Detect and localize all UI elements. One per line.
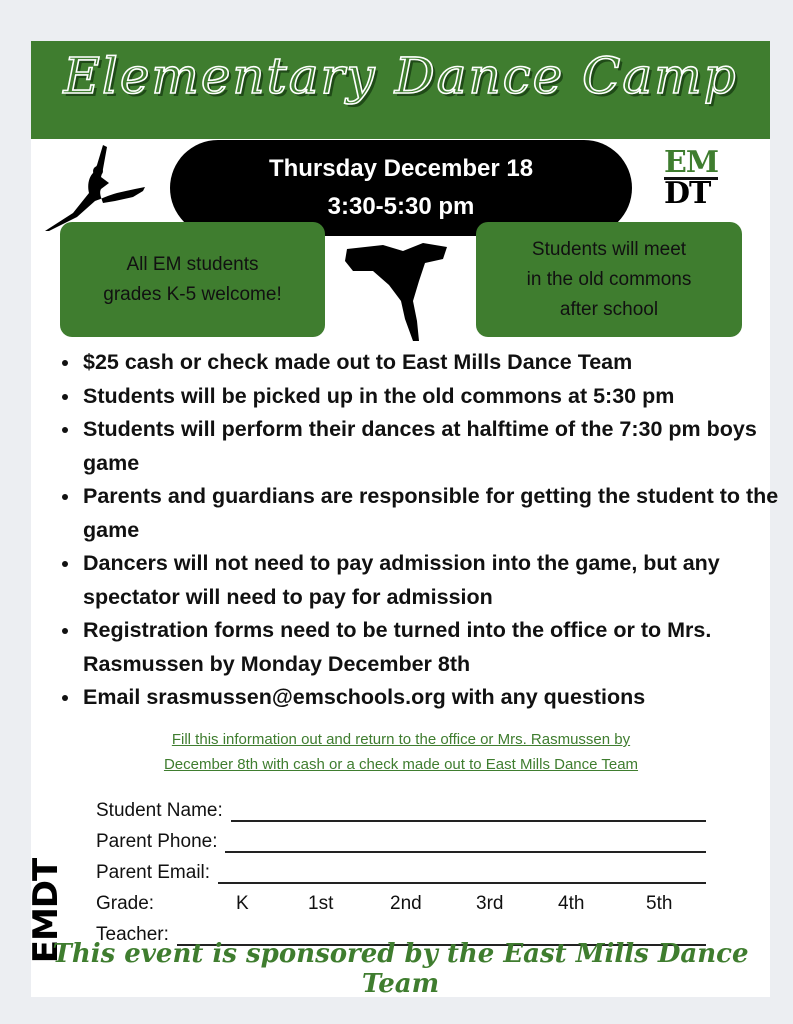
eligibility-line: All EM students bbox=[126, 253, 259, 275]
list-item: • Students will be picked up in the old commons at 5:30 pm bbox=[81, 380, 791, 414]
grade-option[interactable]: 4th bbox=[558, 893, 585, 914]
meeting-line: Students will meet bbox=[531, 238, 687, 260]
list-item: • Parents and guardians are responsible for getting the student to the game bbox=[81, 480, 791, 547]
list-item: • Students will perform their dances at halftime of the 7:30 pm boys game bbox=[81, 413, 791, 480]
logo-dt: DT bbox=[664, 176, 711, 211]
grade-option[interactable]: 3rd bbox=[476, 893, 504, 914]
field-label: Parent Phone: bbox=[96, 831, 218, 852]
grade-field bbox=[96, 884, 706, 915]
flyer bbox=[26, 41, 779, 999]
instruction-line: Fill this information out and return to the office or Mrs. Rasmussen by bbox=[171, 731, 631, 748]
details-list bbox=[59, 346, 791, 715]
grade-option[interactable]: 1st bbox=[308, 893, 334, 914]
grade-option[interactable]: 5th bbox=[646, 893, 673, 914]
emdt-logo bbox=[664, 145, 719, 211]
eligibility-box bbox=[60, 222, 325, 337]
header-banner bbox=[31, 41, 770, 139]
list-item: • Dancers will not need to pay admission into the game, but any spectator will need to pay for admission bbox=[81, 547, 791, 614]
return-instructions bbox=[61, 727, 741, 777]
grade-option[interactable]: K bbox=[236, 893, 249, 914]
grade-option[interactable]: 2nd bbox=[390, 893, 422, 914]
field-label: Teacher: bbox=[96, 924, 169, 945]
parent-phone-field[interactable] bbox=[96, 822, 706, 853]
registration-form bbox=[96, 791, 706, 946]
blank-line[interactable] bbox=[231, 802, 706, 822]
meeting-line: after school bbox=[559, 298, 659, 320]
blank-line[interactable] bbox=[225, 833, 706, 853]
blank-line[interactable] bbox=[218, 864, 706, 884]
flyer-title: Elementary Dance Camp bbox=[63, 47, 738, 105]
field-label: Parent Email: bbox=[96, 862, 211, 883]
list-item: • Email srasmussen@emschools.org with any questions bbox=[81, 681, 791, 715]
meeting-location-box bbox=[476, 222, 742, 337]
parent-email-field[interactable] bbox=[96, 853, 706, 884]
field-label: Student Name: bbox=[96, 800, 223, 821]
eligibility-line: grades K-5 welcome! bbox=[103, 283, 282, 305]
student-name-field[interactable] bbox=[96, 791, 706, 822]
sponsor-footer: This event is sponsored by the East Mills Dance Team bbox=[52, 939, 749, 999]
instruction-line: December 8th with cash or a check made out to East Mills Dance Team bbox=[163, 756, 639, 773]
meeting-line: in the old commons bbox=[526, 268, 692, 290]
ballet-dancer-silhouette-icon bbox=[43, 143, 148, 233]
logo-em: EM bbox=[664, 145, 719, 180]
breakdancer-silhouette-icon bbox=[343, 241, 451, 343]
list-item: • Registration forms need to be turned into the office or to Mrs. Rasmussen by Monday December 8th bbox=[81, 614, 791, 681]
list-item: • $25 cash or check made out to East Mills Dance Team bbox=[81, 346, 791, 380]
event-date: Thursday December 18 bbox=[268, 155, 534, 182]
field-label: Grade: bbox=[96, 893, 155, 914]
event-time: 3:30-5:30 pm bbox=[327, 193, 475, 220]
vertical-logo-text: EMDT bbox=[26, 858, 66, 964]
